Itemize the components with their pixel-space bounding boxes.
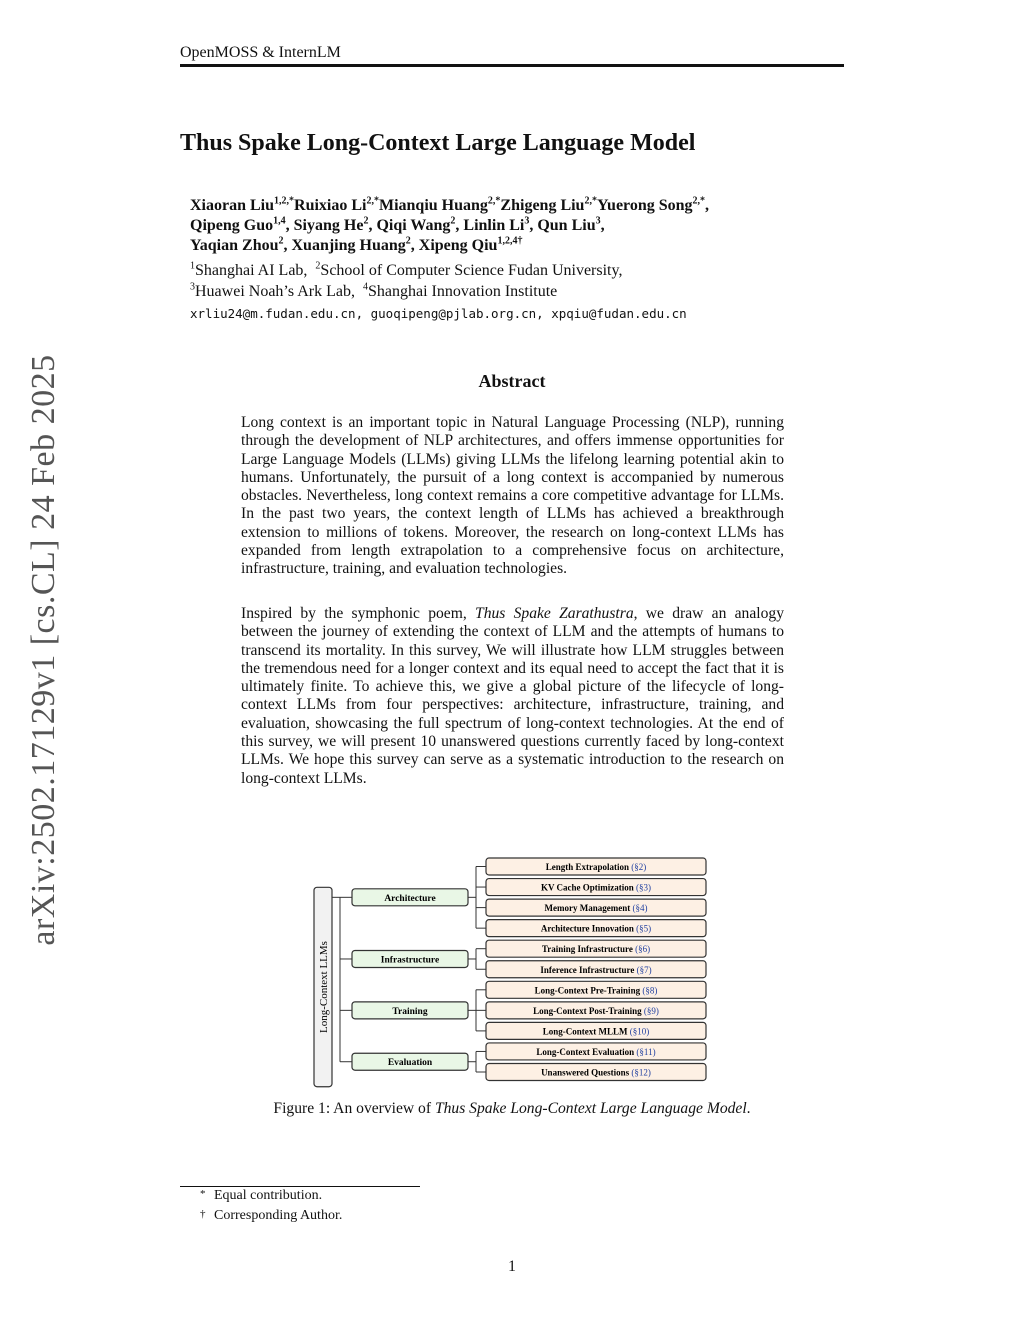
author-sup: 1,2 <box>274 195 287 207</box>
author: Linlin Li <box>463 217 525 234</box>
caption-prefix: Figure 1: An overview of <box>273 1100 435 1117</box>
author-sup: 2 <box>450 215 456 227</box>
author-sup: 2 <box>278 235 284 247</box>
affiliation: Shanghai AI Lab, <box>195 262 308 279</box>
caption-title: Thus Spake Long-Context Large Language Model <box>434 1100 747 1117</box>
author: Yaqian Zhou <box>190 237 279 254</box>
footnote-equal <box>200 1188 322 1204</box>
author: Ruixiao Li <box>294 197 367 214</box>
affiliation: School of Computer Science Fudan University, <box>320 262 623 279</box>
running-head: OpenMOSS & InternLM <box>180 44 341 61</box>
category-label: Infrastructure <box>380 955 440 966</box>
affil-sup: 3 <box>190 281 195 293</box>
page-number: 1 <box>508 1258 516 1275</box>
root-label: Long-Context LLMs <box>318 941 330 1034</box>
equal-mark: * <box>591 195 597 207</box>
author: Qipeng Guo <box>190 217 274 234</box>
author-sup: 2 <box>692 195 698 207</box>
category-label: Training <box>392 1006 428 1017</box>
affiliation-line-1 <box>190 261 622 281</box>
abstract-p2-rest: , we draw an analogy between the journey of extending the context of LLM and the attempts of humans to transcend its mortality. In this survey, We will illustrate how LLM struggles between the tremendous need for a longer context and its equal need to accept the fact that it is ultimately finite. To achieve this, we give a global picture of the lifecycle of long-context LLMs from four perspectives: architecture, infrastructure, training, and evaluation, showcasing the full spectrum of long-context technologies. At the end of this survey, we will present 10 unanswered questions currently faced by long-context LLMs. We hope this survey can serve as a systematic introduction to the research on long-context LLMs. <box>241 605 784 787</box>
author-list <box>190 196 830 256</box>
abstract-p2-start: Inspired by the symphonic poem, <box>241 605 476 622</box>
author-sup: 3 <box>524 215 530 227</box>
author-sup: 3 <box>595 215 601 227</box>
leaf-label: KV Cache Optimization (§3) <box>540 882 652 893</box>
footnote-text: Equal contribution. <box>214 1188 323 1203</box>
abstract-p2-title: Thus Spake Zarathustra <box>475 605 634 622</box>
author: Xuanjing Huang <box>291 237 406 254</box>
arxiv-stamp-text: arXiv:2502.17129v1 [cs.CL] 24 Feb 2025 <box>25 354 62 946</box>
leaf-label: Long-Context MLLM (§10) <box>542 1026 650 1037</box>
affiliation: Shanghai Innovation Institute <box>367 283 558 300</box>
figure-caption <box>0 1100 1024 1118</box>
author-sup: 1,4 <box>273 215 286 227</box>
affil-sup: 4 <box>362 281 368 293</box>
author: Zhigeng Liu <box>500 197 585 214</box>
footnote-corresponding <box>200 1208 342 1224</box>
abstract-paragraph-2 <box>241 605 784 788</box>
leaf-label: Long-Context Pre-Training (§8) <box>534 985 658 996</box>
category-label: Evaluation <box>387 1058 433 1069</box>
equal-mark: * <box>373 195 379 207</box>
author-line-3: Yaqian Zhou$^2$, Xuanjing Huang$^2$, Xipeng Qiu$^{1,2,4\dagger}$ <box>190 235 523 254</box>
footnote-mark: † <box>200 1208 206 1220</box>
leaf-label: Training Infrastructure (§6) <box>541 944 651 955</box>
author-emails: xrliu24@m.fudan.edu.cn, guoqipeng@pjlab.org.cn, xpqiu@fudan.edu.cn <box>190 306 687 321</box>
footnote-mark: * <box>200 1188 206 1200</box>
abstract-paragraph-1 <box>241 414 784 579</box>
equal-mark: * <box>700 195 706 207</box>
author-line-2: Qipeng Guo$^{1,4}$, Siyang He$^2$, Qiqi Wang$^2$, Linlin Li$^3$, Qun Liu$^3$, <box>190 215 605 234</box>
overview-tree-figure <box>300 850 720 1090</box>
author: Xiaoran Liu <box>190 197 275 214</box>
leaf-label: Architecture Innovation (§5) <box>540 923 652 934</box>
leaf-label: Length Extrapolation (§2) <box>545 862 647 872</box>
author-sup: 1,2,4† <box>497 235 523 247</box>
abstract-p1: Long context is an important topic in Natural Language Processing (NLP), running through the development of NLP architectures, and offers immense opportunities for Large Language Models (LLMs) giving LLMs the lifelong learning potential akin to humans. Unfortunately, the pursuit of a long context is accompanied by numerous obstacles. Nevertheless, long context remains a core competitive advantage for LLMs. In the past two years, the context length of LLMs has achieved a breakthrough extension to millions of tokens. Moreover, the research on long-context LLMs has expanded from length extrapolation to a comprehensive focus on architecture, infrastructure, training, and evaluation technologies. <box>241 414 784 578</box>
abstract-p2 <box>241 605 784 788</box>
author-sup: 2 <box>487 195 493 207</box>
caption-suffix: . <box>746 1100 751 1117</box>
author-sup: 2 <box>584 195 590 207</box>
author-sup: 2 <box>366 195 372 207</box>
author: Qun Liu <box>537 217 596 234</box>
header-rule <box>180 64 844 67</box>
equal-mark: * <box>289 195 295 207</box>
author: Siyang He <box>293 217 364 234</box>
paper-title: Thus Spake Long-Context Large Language Model <box>180 130 696 156</box>
leaf-label: Inference Infrastructure (§7) <box>540 964 652 975</box>
leaf-label: Memory Management (§4) <box>544 903 648 914</box>
footnote-text: Corresponding Author. <box>214 1208 343 1223</box>
author: Xipeng Qiu <box>418 237 498 254</box>
category-label: Architecture <box>384 893 436 904</box>
affil-sup: 1 <box>190 260 195 272</box>
affiliation: Huawei Noah’s Ark Lab, <box>195 283 355 300</box>
abstract-heading: Abstract <box>478 371 546 391</box>
author-sup: 2 <box>363 215 369 227</box>
author: Mianqiu Huang <box>378 197 488 214</box>
equal-mark: * <box>495 195 501 207</box>
author-line-1: Xiaoran Liu$^{1,2,*}$Ruixiao $Li^{2,*}Mianqiu$ Huang$^{2,*}$Zhigeng Liu$^{2,*}$Yuerong Song$^{2,*}$, <box>190 195 710 214</box>
footnote-rule <box>180 1186 420 1187</box>
author: Qiqi Wang <box>376 217 451 234</box>
affiliation-line-2 <box>190 282 557 302</box>
author: Yuerong Song <box>596 197 693 214</box>
leaf-label: Long-Context Evaluation (§11) <box>536 1046 656 1057</box>
leaf-label: Long-Context Post-Training (§9) <box>533 1005 659 1016</box>
author-sup: 2 <box>405 235 411 247</box>
affil-sup: 2 <box>315 260 321 272</box>
leaf-label: Unanswered Questions (§12) <box>541 1067 651 1078</box>
